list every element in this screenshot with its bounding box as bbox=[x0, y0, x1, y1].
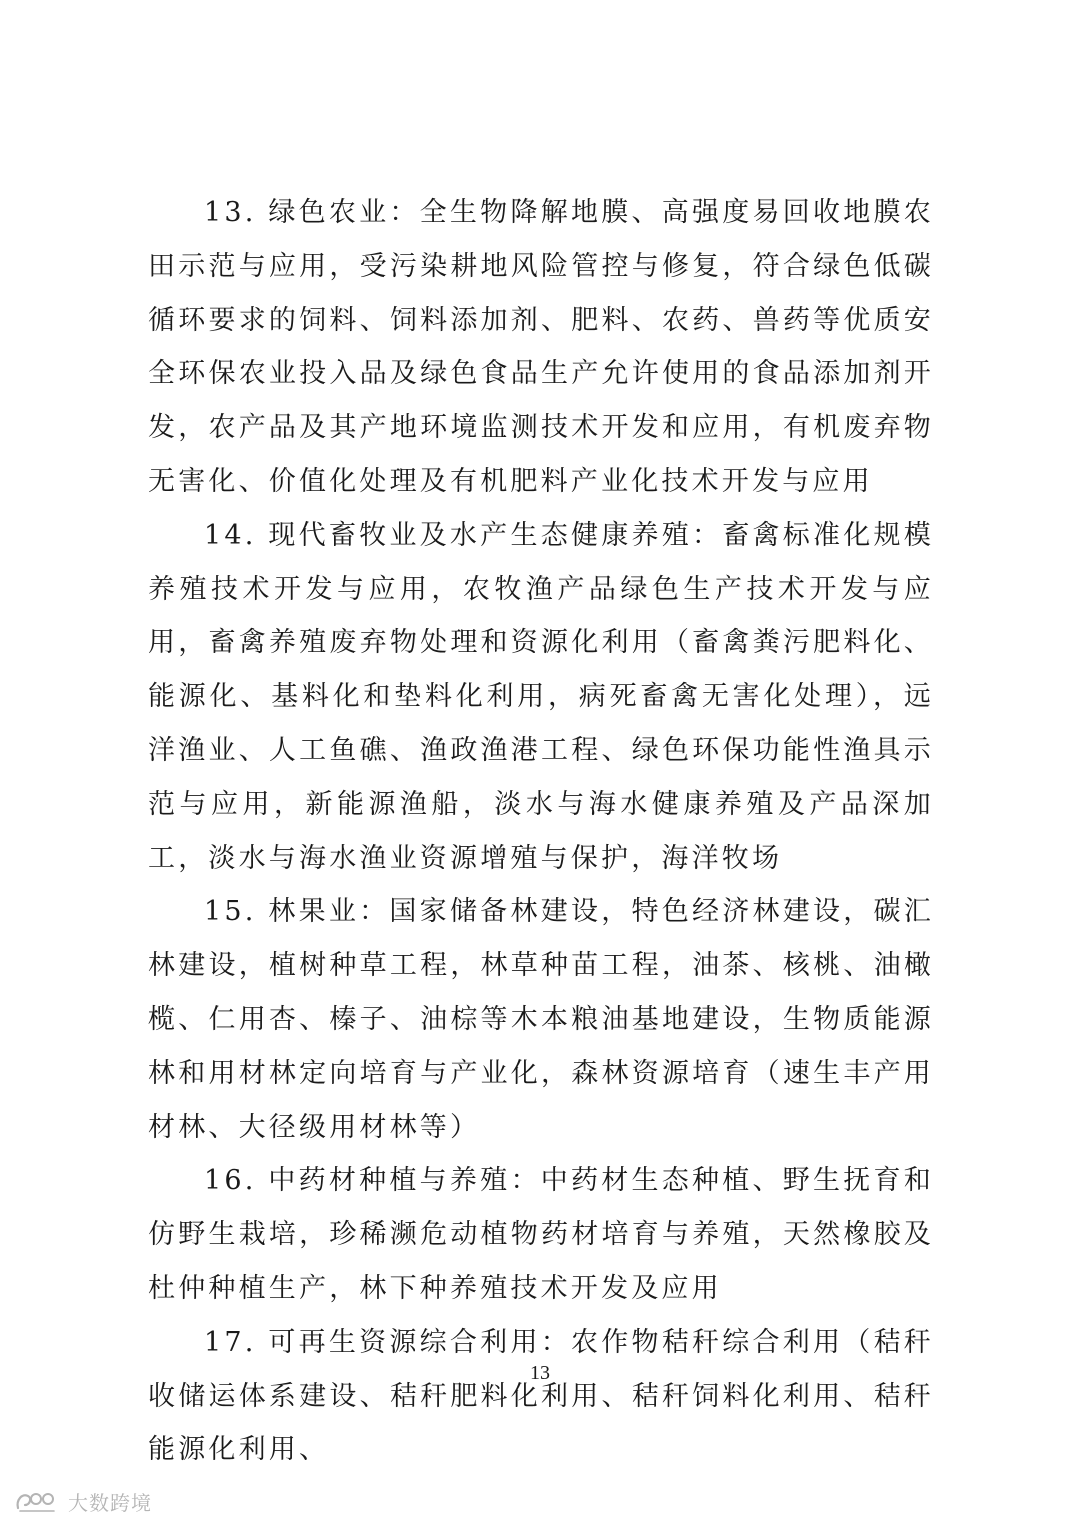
watermark-text: 大数跨境 bbox=[68, 1490, 152, 1515]
paragraph-15: 15. 林果业：国家储备林建设，特色经济林建设，碳汇林建设，植树种草工程，林草种苗工程，油茶、核桃、油橄榄、仁用杏、榛子、油棕等木本粮油基地建设，生物质能源林和用材林定向培育与产业化，森林资源培育（速生丰产用材林、大径级用材林等） bbox=[148, 896, 934, 1143]
logo-icon bbox=[14, 1488, 60, 1514]
paragraph-14: 14. 现代畜牧业及水产生态健康养殖：畜禽标准化规模养殖技术开发与应用，农牧渔产品绿色生产技术开发与应用，畜禽养殖废弃物处理和资源化利用（畜禽粪污肥料化、能源化、基料化和垫料化利用，病死畜禽无害化处理），远洋渔业、人工鱼礁、渔政渔港工程、绿色环保功能性渔具示范与应用，新能源渔船，淡水与海水健康养殖及产品深加工，淡水与海水渔业资源增殖与保护，海洋牧场 bbox=[148, 519, 934, 874]
paragraph-17: 17. 可再生资源综合利用：农作物秸秆综合利用（秸秆收储运体系建设、秸秆肥料化利用、秸秆饲料化利用、秸秆能源化利用、 bbox=[148, 1326, 934, 1466]
document-body bbox=[148, 186, 934, 1477]
watermark bbox=[14, 1486, 152, 1516]
page-number: 13 bbox=[530, 1362, 550, 1384]
paragraph-13: 13. 绿色农业：全生物降解地膜、高强度易回收地膜农田示范与应用，受污染耕地风险管控与修复，符合绿色低碳循环要求的饲料、饲料添加剂、肥料、农药、兽药等优质安全环保农业投入品及绿色食品生产允许使用的食品添加剂开发，农产品及其产地环境监测技术开发和应用，有机废弃物无害化、价值化处理及有机肥料产业化技术开发与应用 bbox=[148, 197, 934, 497]
paragraph-16: 16. 中药材种植与养殖：中药材生态种植、野生抚育和仿野生栽培，珍稀濒危动植物药材培育与养殖，天然橡胶及杜仲种植生产，林下种养殖技术开发及应用 bbox=[148, 1165, 934, 1304]
